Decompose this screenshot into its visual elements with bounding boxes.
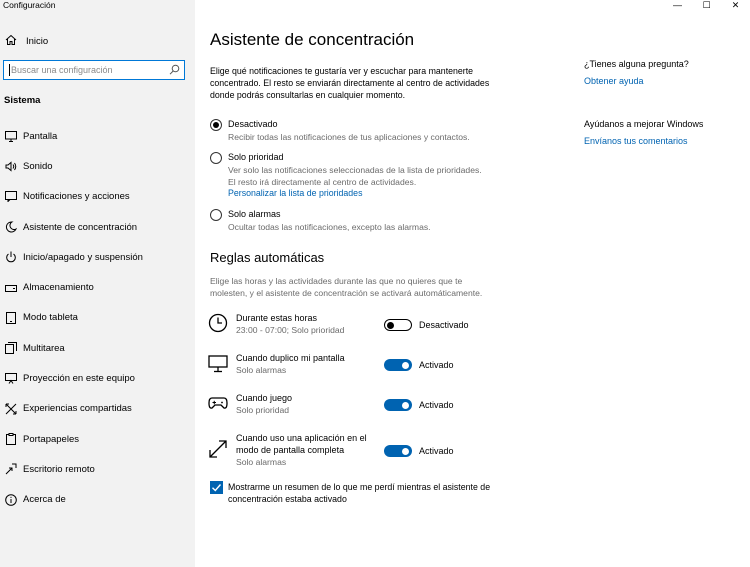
toggle-knob xyxy=(402,448,409,455)
rule-subtitle: Solo alarmas xyxy=(236,457,287,467)
rule-title: Durante estas horas xyxy=(236,313,318,323)
search-input[interactable] xyxy=(3,60,185,80)
radio-desc: Ocultar todas las notificaciones, excepto las alarmas. xyxy=(228,222,431,232)
radio-button[interactable] xyxy=(210,152,222,164)
sidebar-item-label: Almacenamiento xyxy=(23,282,94,294)
home-icon xyxy=(5,34,17,49)
text-caret xyxy=(9,64,10,76)
sidebar-item-label: Escritorio remoto xyxy=(23,463,95,475)
toggle-knob xyxy=(387,322,394,329)
feedback-link-text[interactable]: Envíanos tus comentarios xyxy=(584,136,688,146)
search-placeholder: Buscar una configuración xyxy=(11,65,113,75)
sidebar-item-asistente[interactable] xyxy=(0,212,195,242)
sidebar-item-almacenamiento[interactable] xyxy=(0,272,195,302)
rule-subtitle: Solo prioridad xyxy=(236,405,290,415)
sidebar-item-escritorio-remoto[interactable] xyxy=(0,454,195,484)
sidebar-item-label: Proyección en este equipo xyxy=(23,373,135,385)
sidebar-item-label: Inicio/apagado y suspensión xyxy=(23,251,143,263)
page-title: Asistente de concentración xyxy=(210,30,415,49)
sidebar-item-modo-tableta[interactable] xyxy=(0,303,195,333)
rule-title: Cuando juego xyxy=(236,393,293,403)
sidebar-item-label: Acerca de xyxy=(23,494,66,506)
rule-subtitle: 23:00 - 07:00; Solo prioridad xyxy=(236,325,345,335)
home-label: Inicio xyxy=(26,35,49,47)
sidebar-nav xyxy=(0,121,195,515)
improve-text: Ayúdanos a mejorar Windows xyxy=(584,119,704,129)
tablet-icon xyxy=(4,311,17,324)
gamepad-icon xyxy=(208,395,228,414)
improve-heading xyxy=(584,119,703,130)
radio-title: Solo prioridad xyxy=(228,152,284,162)
sidebar-item-multitarea[interactable] xyxy=(0,333,195,363)
rules-description: Elige las horas y las actividades durante las que no quieres que te molesten, y el asistente de concentración se activará automáticamente. xyxy=(210,276,483,298)
help-question-text: ¿Tienes alguna pregunta? xyxy=(584,59,689,69)
sidebar xyxy=(0,0,195,567)
radio-button-selected[interactable] xyxy=(210,119,222,131)
moon-icon xyxy=(4,221,17,234)
help-link[interactable] xyxy=(584,76,644,87)
remote-desktop-icon xyxy=(4,463,17,476)
radio-desc: Recibir todas las notificaciones de tus aplicaciones y contactos. xyxy=(228,132,470,142)
sidebar-item-notificaciones[interactable] xyxy=(0,182,195,212)
radio-desc: Ver solo las notificaciones seleccionadas de la lista de prioridades. xyxy=(228,165,482,175)
minimize-button[interactable]: — xyxy=(673,0,682,10)
toggle-knob xyxy=(402,402,409,409)
close-button[interactable]: ✕ xyxy=(731,0,740,10)
summary-checkbox-label: Mostrarme un resumen de lo que me perdí mientras el asistente de concentración estaba activado xyxy=(228,482,491,504)
radio-title: Solo alarmas xyxy=(228,209,281,219)
sidebar-item-label: Modo tableta xyxy=(23,312,78,324)
help-question xyxy=(584,59,689,70)
radio-desc-2: El resto irá directamente al centro de actividades. xyxy=(228,176,417,187)
toggle-state: Activado xyxy=(419,360,454,370)
customize-priority-link[interactable]: Personalizar la lista de prioridades xyxy=(228,188,363,198)
sidebar-item-proyeccion[interactable] xyxy=(0,363,195,393)
clipboard-icon xyxy=(4,433,17,446)
rule-subtitle: Solo alarmas xyxy=(236,365,287,375)
speaker-icon xyxy=(4,160,17,173)
section-label-sistema: Sistema xyxy=(4,95,41,106)
feedback-link[interactable] xyxy=(584,136,688,147)
search-icon[interactable] xyxy=(169,64,180,78)
toggle-state: Activado xyxy=(419,400,454,410)
intro-text: Elige qué notificaciones te gustaría ver y escuchar para mantenerte concentrado. El resto se enviarán directamente al centro de actividades donde podrás consultarlas en cualquier momento. xyxy=(210,66,490,100)
sidebar-item-label: Notificaciones y acciones xyxy=(23,191,130,203)
storage-icon xyxy=(4,281,17,294)
toggle-state: Desactivado xyxy=(419,320,469,330)
home-nav-item[interactable] xyxy=(5,34,48,48)
maximize-button[interactable]: ☐ xyxy=(702,0,711,10)
radio-button[interactable] xyxy=(210,209,222,221)
info-icon xyxy=(4,493,17,506)
checkmark-icon xyxy=(210,486,223,497)
rule-toggle[interactable] xyxy=(384,445,412,457)
radio-title: Desactivado xyxy=(228,119,278,129)
sidebar-item-label: Pantalla xyxy=(23,130,58,142)
rule-title-line2: modo de pantalla completa xyxy=(236,444,345,455)
sidebar-item-sonido[interactable] xyxy=(0,151,195,181)
display-icon xyxy=(208,355,228,376)
app-title: Configuración xyxy=(3,0,56,10)
sidebar-item-label: Asistente de concentración xyxy=(23,221,138,233)
summary-checkbox[interactable] xyxy=(210,481,223,494)
projection-icon xyxy=(4,372,17,385)
sidebar-item-portapapeles[interactable] xyxy=(0,424,195,454)
fullscreen-icon xyxy=(208,439,228,462)
rule-toggle[interactable] xyxy=(384,359,412,371)
notifications-icon xyxy=(4,190,17,203)
toggle-state: Activado xyxy=(419,446,454,456)
sidebar-item-acerca-de[interactable] xyxy=(0,485,195,515)
rule-title: Cuando duplico mi pantalla xyxy=(236,353,345,363)
sidebar-item-label: Multitarea xyxy=(23,342,65,354)
power-icon xyxy=(4,251,17,264)
sidebar-item-pantalla[interactable] xyxy=(0,121,195,151)
multitask-icon xyxy=(4,342,17,355)
monitor-icon xyxy=(4,130,17,143)
help-link-text[interactable]: Obtener ayuda xyxy=(584,76,644,86)
sidebar-item-label: Experiencias compartidas xyxy=(23,403,132,415)
window-controls xyxy=(663,0,750,10)
shared-icon xyxy=(4,402,17,415)
rules-heading: Reglas automáticas xyxy=(210,250,325,265)
sidebar-item-inicio-apagado[interactable] xyxy=(0,242,195,272)
rule-title: Cuando uso una aplicación en el xyxy=(236,433,367,443)
rule-toggle[interactable] xyxy=(384,319,412,331)
clock-icon xyxy=(208,313,228,336)
sidebar-item-label: Sonido xyxy=(23,160,53,172)
toggle-knob xyxy=(402,362,409,369)
sidebar-item-experiencias[interactable] xyxy=(0,394,195,424)
rule-toggle[interactable] xyxy=(384,399,412,411)
sidebar-item-label: Portapapeles xyxy=(23,433,79,445)
